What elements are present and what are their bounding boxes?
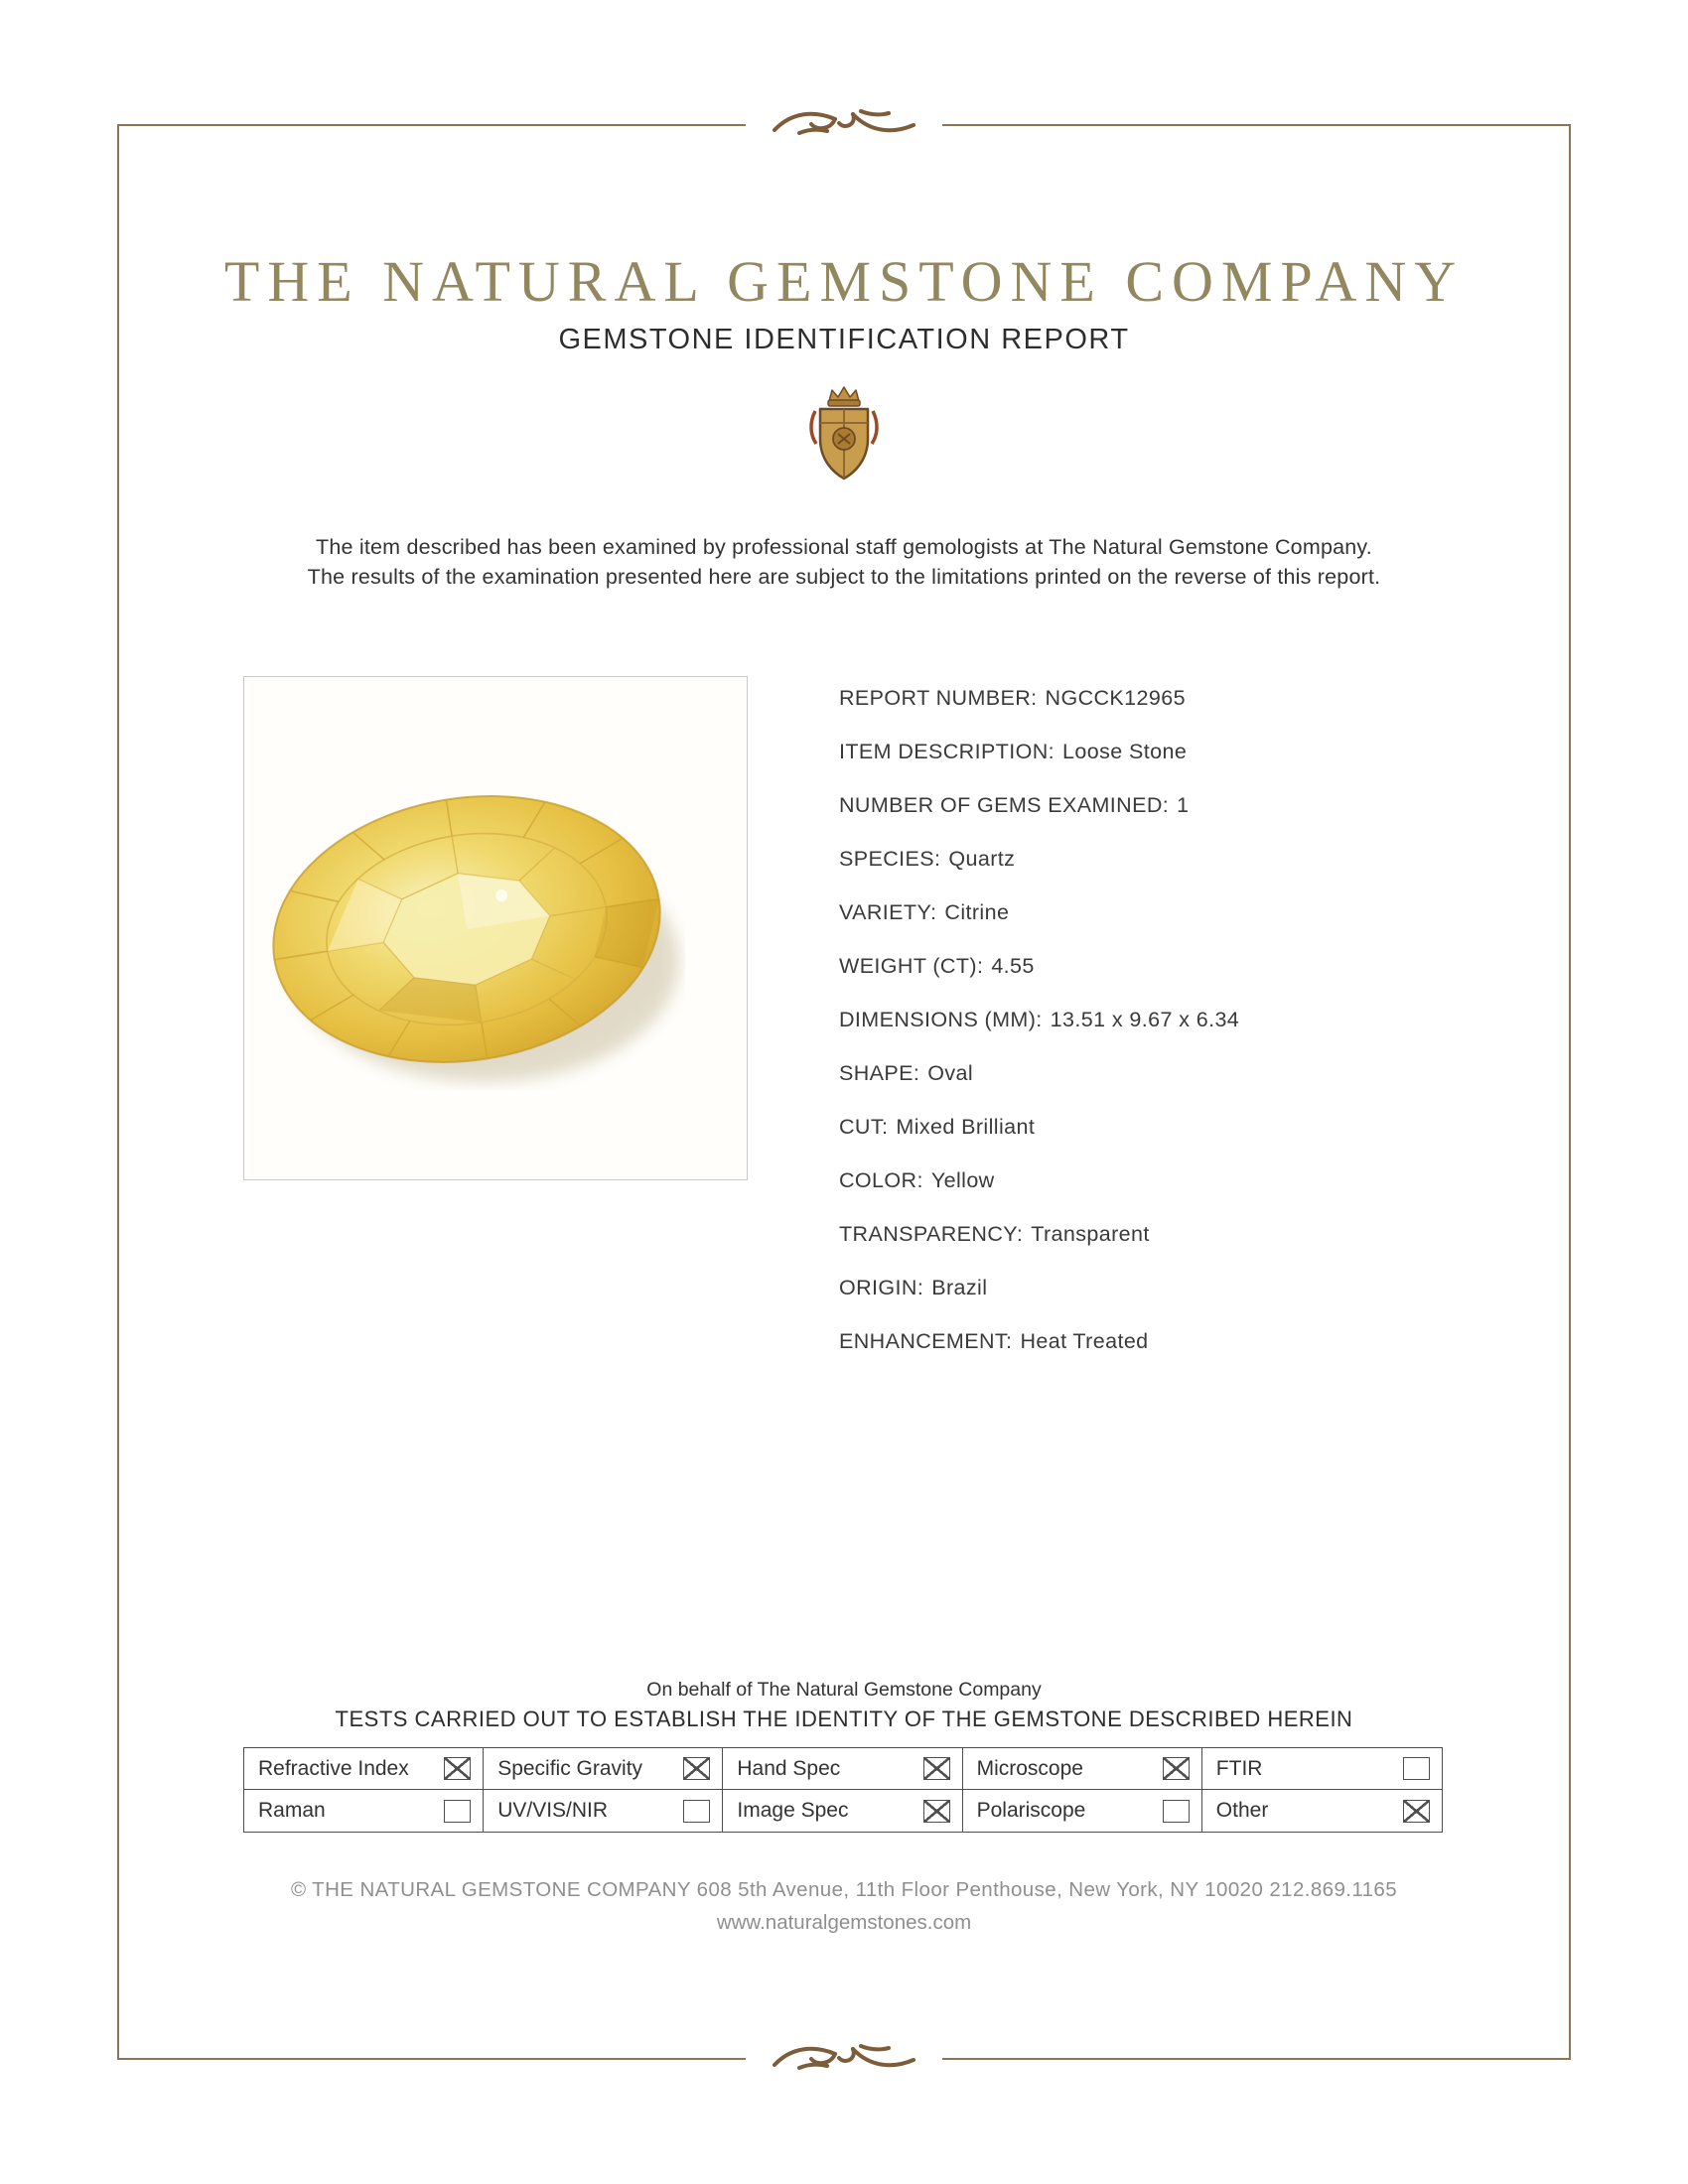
report-field-dimensions (839, 993, 1239, 1046)
report-field-shape (839, 1046, 1239, 1100)
test-label: Polariscope (976, 1799, 1086, 1822)
test-label: Image Spec (737, 1799, 849, 1822)
test-label: Microscope (976, 1756, 1083, 1780)
test-cell-uv-vis-nir (484, 1790, 723, 1832)
company-crest-icon (803, 381, 885, 490)
field-value: Quartz (948, 846, 1016, 871)
field-value: Heat Treated (1020, 1328, 1149, 1353)
test-label: FTIR (1215, 1756, 1263, 1780)
field-value: Oval (927, 1060, 974, 1085)
gemstone-photo-frame (243, 676, 748, 1180)
field-value: Mixed Brilliant (896, 1114, 1036, 1139)
report-details-list (839, 671, 1239, 1368)
field-label: SHAPE: (839, 1060, 920, 1085)
field-value: Yellow (930, 1167, 995, 1192)
checkbox-hand-spec (923, 1757, 950, 1780)
test-cell-polariscope (963, 1790, 1202, 1832)
field-label: DIMENSIONS (MM): (839, 1007, 1043, 1031)
field-label: TRANSPARENCY: (839, 1221, 1024, 1246)
checkbox-refractive-index (444, 1757, 471, 1780)
gemstone-photo (258, 782, 685, 1090)
checkbox-image-spec (923, 1800, 950, 1823)
checkbox-other (1403, 1800, 1430, 1823)
field-value: 1 (1177, 792, 1190, 817)
test-label: Other (1215, 1799, 1269, 1822)
flourish-top-icon (746, 103, 942, 141)
test-label: Specific Gravity (497, 1756, 643, 1780)
on-behalf-text: On behalf of The Natural Gemstone Company (646, 1679, 1042, 1701)
field-label: VARIETY: (839, 899, 937, 924)
report-field-transparency (839, 1207, 1239, 1261)
field-label: ORIGIN: (839, 1275, 924, 1299)
report-field-enhancement (839, 1314, 1239, 1368)
report-field-gems-examined (839, 778, 1239, 832)
test-cell-specific-gravity (484, 1748, 723, 1790)
checkbox-specific-gravity (683, 1757, 710, 1780)
field-value: Brazil (931, 1275, 988, 1299)
field-value: Loose Stone (1062, 739, 1188, 763)
test-label: Hand Spec (737, 1756, 841, 1780)
tests-heading: TESTS CARRIED OUT TO ESTABLISH THE IDENTITY OF THE GEMSTONE DESCRIBED HEREIN (335, 1706, 1353, 1731)
field-label: WEIGHT (CT): (839, 953, 984, 978)
checkbox-uv-vis-nir (683, 1800, 710, 1823)
field-label: CUT: (839, 1114, 889, 1139)
report-field-color (839, 1154, 1239, 1207)
test-cell-microscope (963, 1748, 1202, 1790)
test-cell-hand-spec (723, 1748, 962, 1790)
report-field-cut (839, 1100, 1239, 1154)
field-label: ITEM DESCRIPTION: (839, 739, 1055, 763)
report-field-origin (839, 1261, 1239, 1314)
test-label: UV/VIS/NIR (497, 1799, 609, 1822)
report-field-weight (839, 939, 1239, 993)
field-value: 13.51 x 9.67 x 6.34 (1050, 1007, 1240, 1031)
checkbox-microscope (1163, 1757, 1190, 1780)
field-value: NGCCK12965 (1045, 685, 1186, 710)
test-cell-ftir (1202, 1748, 1442, 1790)
test-label: Raman (258, 1799, 326, 1822)
field-value: Transparent (1031, 1221, 1150, 1246)
report-field-species (839, 832, 1239, 886)
report-field-variety (839, 886, 1239, 939)
checkbox-raman (444, 1800, 471, 1823)
field-label: ENHANCEMENT: (839, 1328, 1013, 1353)
test-cell-image-spec (723, 1790, 962, 1832)
test-cell-raman (244, 1790, 484, 1832)
field-label: NUMBER OF GEMS EXAMINED: (839, 792, 1170, 817)
intro-paragraph (0, 532, 1688, 592)
field-label: SPECIES: (839, 846, 941, 871)
company-title: THE NATURAL GEMSTONE COMPANY (223, 249, 1465, 314)
footer-address: © THE NATURAL GEMSTONE COMPANY 608 5th Avenue, 11th Floor Penthouse, New York, NY 10020 212.869.1165 (290, 1878, 1398, 1901)
report-title: GEMSTONE IDENTIFICATION REPORT (558, 324, 1130, 355)
intro-line-2: The results of the examination presented here are subject to the limitations printed on the reverse of this report. (307, 565, 1381, 589)
test-cell-refractive-index (244, 1748, 484, 1790)
test-cell-other (1202, 1790, 1442, 1832)
field-value: 4.55 (991, 953, 1035, 978)
flourish-bottom-icon (746, 2038, 942, 2076)
test-label: Refractive Index (258, 1756, 409, 1780)
intro-line-1: The item described has been examined by professional staff gemologists at The Natural Gemstone Company. (316, 535, 1372, 559)
field-label: REPORT NUMBER: (839, 685, 1038, 710)
field-label: COLOR: (839, 1167, 923, 1192)
report-field-report-number (839, 671, 1239, 725)
checkbox-polariscope (1163, 1800, 1190, 1823)
tests-table (243, 1747, 1443, 1833)
field-value: Citrine (944, 899, 1010, 924)
footer-website: www.naturalgemstones.com (716, 1911, 972, 1934)
checkbox-ftir (1403, 1757, 1430, 1780)
report-field-item-description (839, 725, 1239, 778)
